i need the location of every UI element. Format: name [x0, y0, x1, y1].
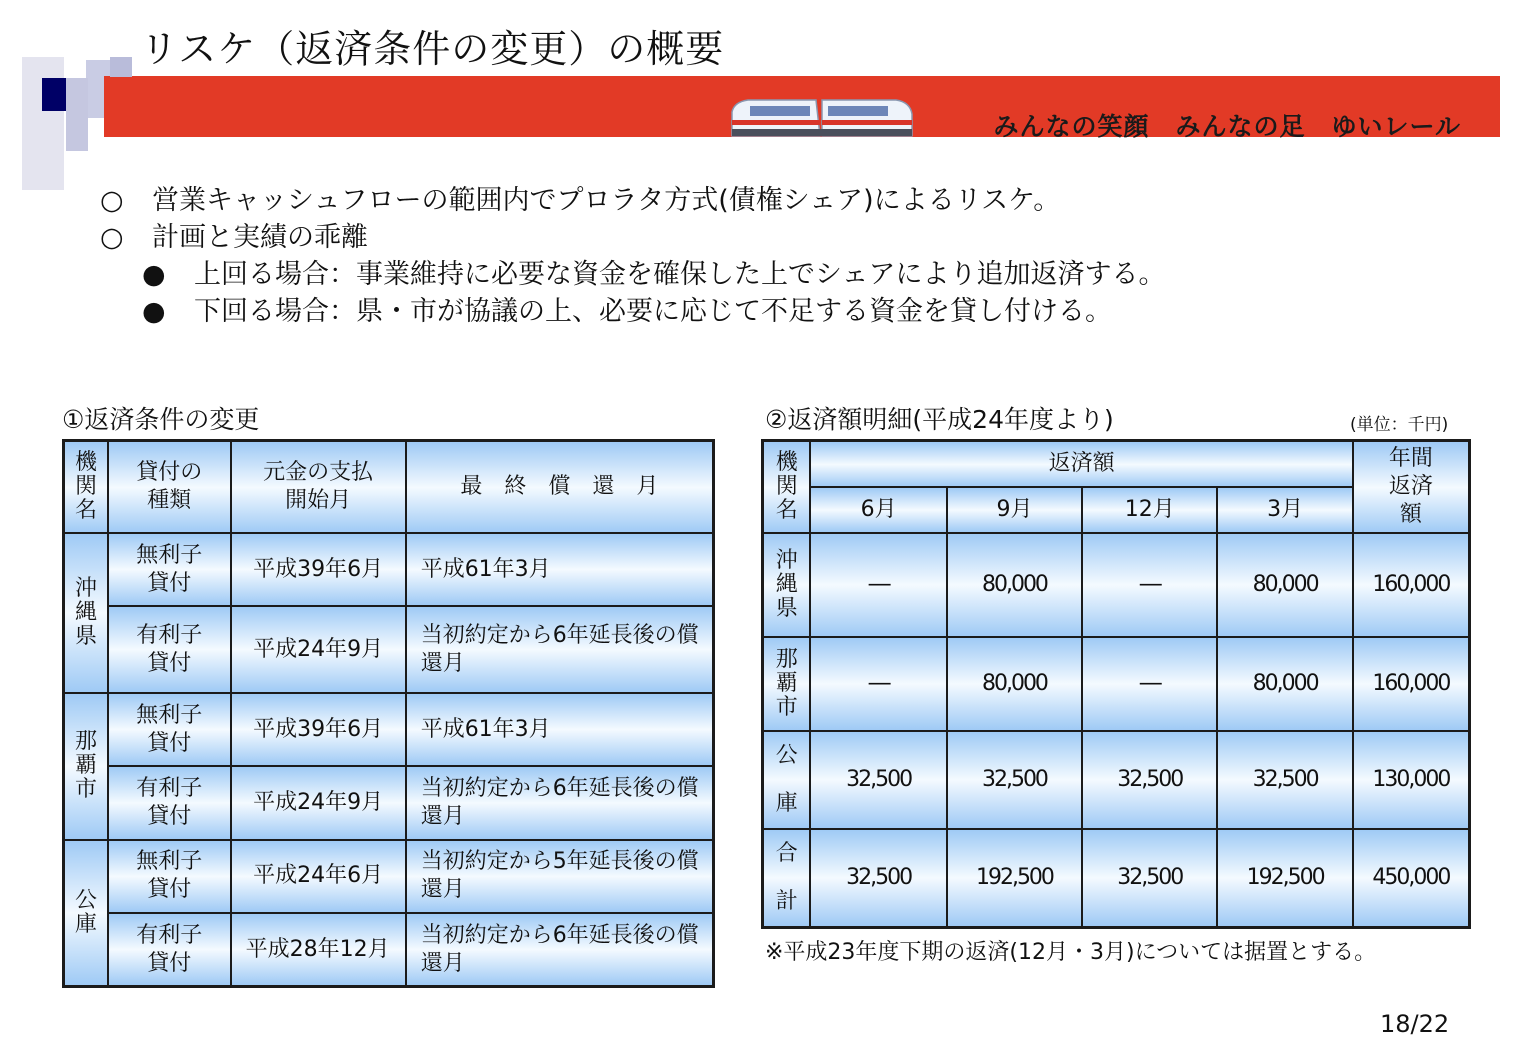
circle-bullet-icon: ○	[100, 185, 124, 216]
loan-type: 無利子貸付	[108, 693, 231, 766]
slogan: みんなの笑顔 みんなの足 ゆいレール	[993, 112, 1461, 141]
final-month: 平成61年3月	[406, 693, 714, 766]
header-month: 6月	[810, 487, 946, 533]
org-koko: 公庫	[763, 731, 811, 829]
sub-bullet-item: ● 下回る場合：県・市が協議の上、必要に応じて不足する資金を貸し付ける。	[100, 293, 1165, 330]
header-month: 3月	[1217, 487, 1352, 533]
amount-cell: ―	[1082, 533, 1217, 637]
amount-cell: 32,500	[810, 829, 946, 928]
org-koko: 公庫	[64, 840, 109, 987]
unit-label: (単位：千円)	[1350, 415, 1449, 435]
annual-cell: 160,000	[1353, 637, 1470, 731]
amount-cell: 192,500	[1217, 829, 1352, 928]
amount-cell: ―	[1082, 637, 1217, 731]
dot-bullet-icon: ●	[142, 259, 166, 290]
loan-type: 有利子貸付	[108, 766, 231, 839]
header-repayment: 返済額	[810, 441, 1352, 487]
amount-cell: 32,500	[810, 731, 946, 829]
annual-cell: 450,000	[1353, 829, 1470, 928]
amount-cell: 80,000	[1217, 533, 1352, 637]
table1-title: ①返済条件の変更	[62, 405, 260, 434]
final-month: 当初約定から6年延長後の償還月	[406, 766, 714, 839]
loan-type: 無利子貸付	[108, 533, 231, 606]
page-number: 18/22	[1380, 1010, 1450, 1038]
org-okinawa: 沖縄県	[64, 533, 109, 693]
bullet-item: ○ 営業キャッシュフローの範囲内でプロラタ方式(債権シェア)によるリスケ。	[100, 182, 1165, 219]
bullet-list	[100, 182, 1165, 330]
monorail-train-icon	[728, 96, 913, 138]
dot-bullet-icon: ●	[142, 296, 166, 327]
amount-cell: 80,000	[947, 637, 1082, 731]
header-month: 9月	[947, 487, 1082, 533]
org-okinawa: 沖縄県	[763, 533, 811, 637]
decor-square	[110, 57, 132, 77]
start-month: 平成39年6月	[231, 533, 406, 606]
amount-cell: ―	[810, 637, 946, 731]
table2-title: ②返済額明細(平成24年度より)	[765, 405, 1114, 434]
amount-cell: ―	[810, 533, 946, 637]
loan-type: 有利子貸付	[108, 606, 231, 692]
slide-title: リスケ（返済条件の変更）の概要	[140, 27, 725, 71]
decor-square	[42, 78, 66, 111]
header-month: 12月	[1082, 487, 1217, 533]
amount-cell: 32,500	[1082, 731, 1217, 829]
repayment-detail-table	[761, 439, 1471, 929]
repayment-terms-table	[62, 439, 715, 988]
loan-type: 有利子貸付	[108, 913, 231, 986]
org-naha: 那覇市	[64, 693, 109, 840]
amount-cell: 32,500	[1082, 829, 1217, 928]
final-month: 当初約定から6年延長後の償還月	[406, 606, 714, 692]
decor-square	[22, 57, 64, 190]
start-month: 平成28年12月	[231, 913, 406, 986]
decor-square	[66, 78, 88, 151]
final-month: 当初約定から6年延長後の償還月	[406, 913, 714, 986]
total-label: 合計	[763, 829, 811, 928]
header-annual: 年間返済額	[1353, 441, 1470, 533]
footnote: ※平成23年度下期の返済(12月・3月)については据置とする。	[765, 940, 1377, 965]
final-month: 平成61年3月	[406, 533, 714, 606]
org-naha: 那覇市	[763, 637, 811, 731]
start-month: 平成24年9月	[231, 606, 406, 692]
sub-bullet-item: ● 上回る場合：事業維持に必要な資金を確保した上でシェアにより追加返済する。	[100, 256, 1165, 293]
bullet-item: ○ 計画と実績の乖離	[100, 219, 1165, 256]
amount-cell: 80,000	[1217, 637, 1352, 731]
final-month: 当初約定から5年延長後の償還月	[406, 840, 714, 913]
header-org: 機関名	[64, 441, 109, 534]
amount-cell: 192,500	[947, 829, 1082, 928]
start-month: 平成24年9月	[231, 766, 406, 839]
loan-type: 無利子貸付	[108, 840, 231, 913]
amount-cell: 32,500	[947, 731, 1082, 829]
header-org: 機関名	[763, 441, 811, 533]
header-loan-type: 貸付の種類	[108, 441, 231, 534]
circle-bullet-icon: ○	[100, 222, 124, 253]
start-month: 平成24年6月	[231, 840, 406, 913]
amount-cell: 80,000	[947, 533, 1082, 637]
header-start-month: 元金の支払開始月	[231, 441, 406, 534]
header-final-month: 最 終 償 還 月	[406, 441, 714, 534]
annual-cell: 130,000	[1353, 731, 1470, 829]
start-month: 平成39年6月	[231, 693, 406, 766]
amount-cell: 32,500	[1217, 731, 1352, 829]
annual-cell: 160,000	[1353, 533, 1470, 637]
